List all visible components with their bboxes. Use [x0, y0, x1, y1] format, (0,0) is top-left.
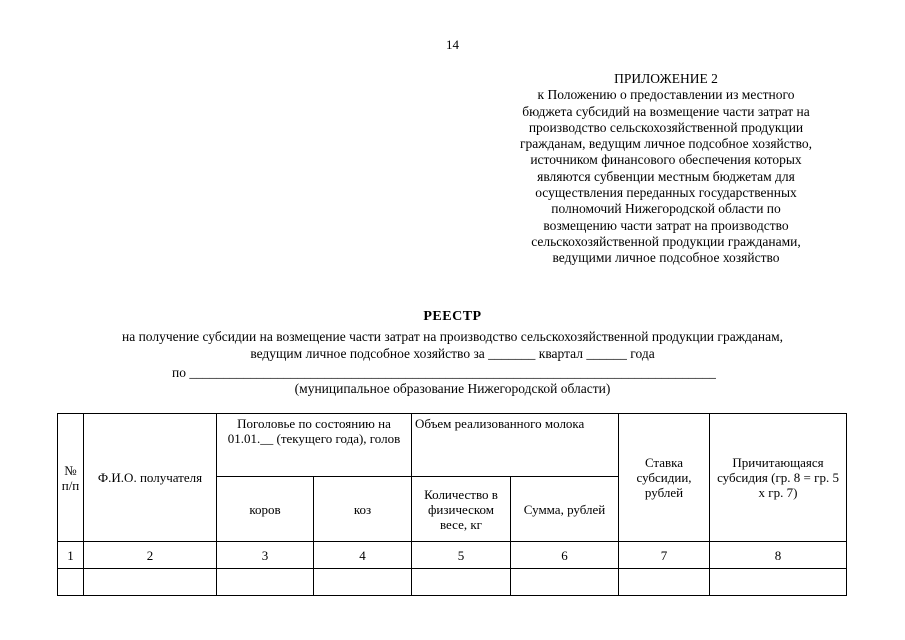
table-cell	[58, 569, 84, 596]
appendix-line: бюджета субсидий на возмещение части затрат на	[522, 103, 810, 119]
table-cell	[84, 569, 217, 596]
table-cell	[619, 569, 710, 596]
empty-data-row	[58, 569, 847, 596]
header-fio: Ф.И.О. получателя	[84, 414, 217, 542]
appendix-block	[498, 71, 834, 267]
table-cell	[511, 569, 619, 596]
appendix-line: осуществления переданных государственных	[535, 185, 797, 201]
header-rate: Ставка субсидии, рублей	[619, 414, 710, 542]
table-cell	[314, 569, 412, 596]
column-number: 6	[511, 542, 619, 569]
appendix-line: полномочий Нижегородской области по	[551, 201, 781, 217]
header-livestock: Поголовье по состоянию на 01.01.__ (текущего года), голов	[217, 414, 412, 477]
subtitle-line-2: ведущим личное подсобное хозяйство за _______ квартал ______ года	[250, 346, 655, 361]
header-cows: коров	[217, 477, 314, 542]
appendix-line: гражданам, ведущим личное подсобное хозяйство,	[519, 136, 813, 152]
column-number: 4	[314, 542, 412, 569]
column-number: 7	[619, 542, 710, 569]
municipality-caption: (муниципальное образование Нижегородской области)	[294, 381, 611, 396]
appendix-line: являются субвенции местным бюджетам для	[537, 168, 795, 184]
municipality-line: по ______________________________________________________________________________	[172, 365, 716, 380]
table-cell	[412, 569, 511, 596]
page-number: 14	[446, 37, 459, 52]
register-table	[57, 413, 847, 596]
column-number: 3	[217, 542, 314, 569]
register-subtitle	[40, 328, 865, 362]
appendix-line: к Положению о предоставлении из местного	[537, 87, 795, 103]
appendix-line: возмещению части затрат на производство	[543, 217, 789, 233]
header-milk: Объем реализованного молока	[412, 414, 619, 477]
header-qty: Количество в физическом весе, кг	[412, 477, 511, 542]
column-number: 2	[84, 542, 217, 569]
header-num: № п/п	[58, 414, 84, 542]
appendix-line: сельскохозяйственной продукции гражданами,	[531, 233, 801, 249]
column-number: 8	[710, 542, 847, 569]
appendix-title: ПРИЛОЖЕНИЕ 2	[614, 71, 718, 86]
column-number: 5	[412, 542, 511, 569]
appendix-line: ведущими личное подсобное хозяйство	[552, 250, 780, 266]
header-goats: коз	[314, 477, 412, 542]
column-number-row	[58, 542, 847, 569]
table-cell	[217, 569, 314, 596]
appendix-line: производство сельскохозяйственной продукции	[528, 119, 804, 135]
header-sum: Сумма, рублей	[511, 477, 619, 542]
subtitle-line-1: на получение субсидии на возмещение части затрат на производство сельскохозяйственной продукции гражданам,	[121, 329, 784, 344]
column-number: 1	[58, 542, 84, 569]
register-heading: РЕЕСТР	[423, 309, 482, 324]
table-cell	[710, 569, 847, 596]
appendix-line: источником финансового обеспечения которых	[530, 152, 802, 168]
header-due: Причитающаяся субсидия (гр. 8 = гр. 5 х гр. 7)	[710, 414, 847, 542]
